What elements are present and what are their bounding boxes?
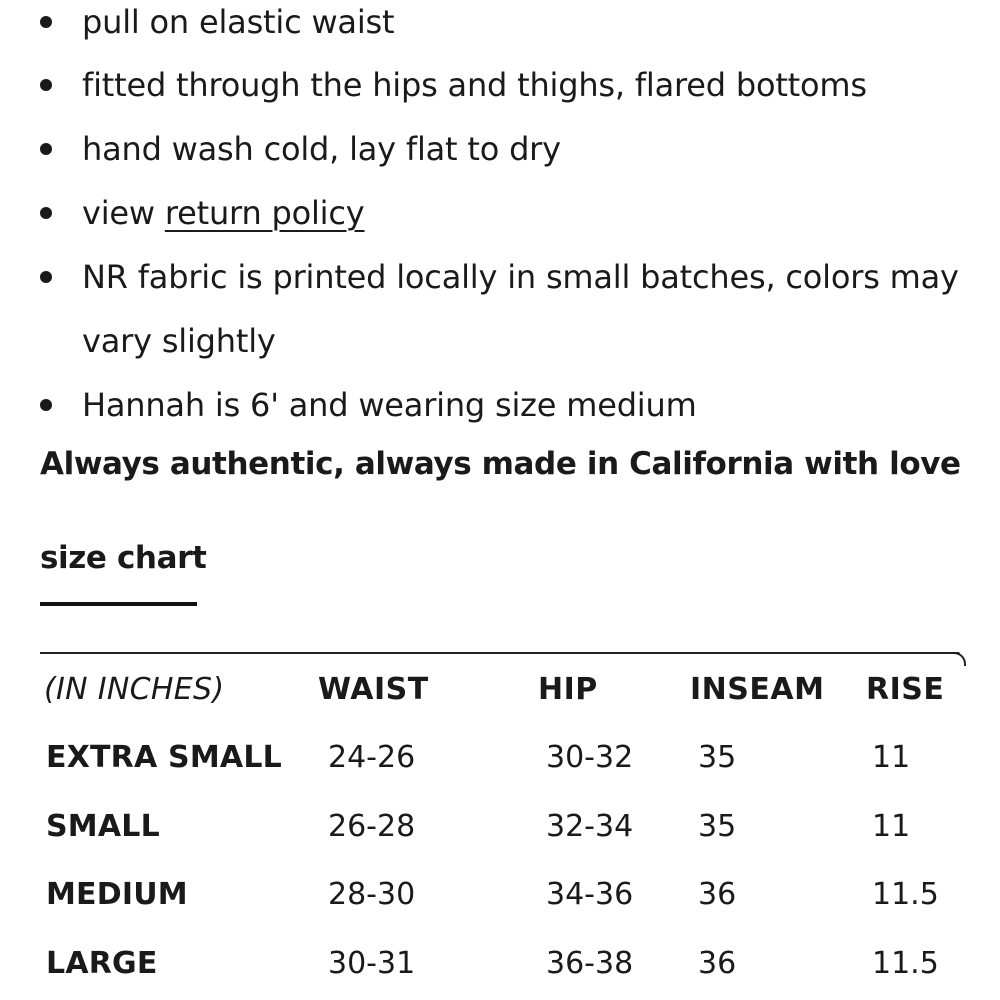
inseam-cell: 35 [698, 740, 737, 775]
rise-cell: 11.5 [872, 877, 939, 912]
list-item-text: vary slightly [82, 322, 276, 360]
hip-cell: 32-34 [546, 809, 634, 844]
waist-cell: 30-31 [328, 946, 416, 981]
inseam-cell: 36 [698, 946, 737, 981]
column-header-waist: WAIST [318, 672, 429, 707]
column-header-inseam: INSEAM [690, 672, 825, 707]
active-tab-indicator [40, 602, 197, 606]
table-corner [952, 652, 966, 666]
list-item-text: fitted through the hips and thighs, flared bottoms [82, 66, 867, 104]
rise-cell: 11 [872, 740, 911, 775]
table-top-border [40, 652, 960, 654]
row-size-label: SMALL [46, 809, 160, 844]
waist-cell: 24-26 [328, 740, 416, 775]
row-size-label: LARGE [46, 946, 158, 981]
column-header-hip: HIP [538, 672, 598, 707]
tab-size-chart[interactable]: size chart [40, 540, 207, 576]
list-item-prefix: view [82, 194, 165, 232]
waist-cell: 26-28 [328, 809, 416, 844]
rise-cell: 11 [872, 809, 911, 844]
hip-cell: 30-32 [546, 740, 634, 775]
list-item-text [82, 181, 992, 245]
row-size-label: EXTRA SMALL [46, 740, 282, 775]
list-item-text: NR fabric is printed locally in small batches, colors may [82, 258, 959, 296]
inseam-cell: 36 [698, 877, 737, 912]
rise-cell: 11.5 [872, 946, 939, 981]
column-header-rise: RISE [866, 672, 945, 707]
row-size-label: MEDIUM [46, 877, 188, 912]
list-item-text: Hannah is 6' and wearing size medium [82, 386, 697, 424]
bullet-icon [40, 207, 52, 219]
bullet-icon [40, 79, 52, 91]
hip-cell: 34-36 [546, 877, 634, 912]
waist-cell: 28-30 [328, 877, 416, 912]
brand-tagline: Always authentic, always made in California with love [40, 446, 961, 482]
bullet-icon [40, 399, 52, 411]
bullet-icon [40, 143, 52, 155]
return-policy-link[interactable]: return policy [164, 194, 365, 232]
hip-cell: 36-38 [546, 946, 634, 981]
inseam-cell: 35 [698, 809, 737, 844]
list-item-text: pull on elastic waist [82, 3, 395, 41]
list-item-text: hand wash cold, lay flat to dry [82, 130, 561, 168]
bullet-icon [40, 271, 52, 283]
column-header-units: (IN INCHES) [44, 672, 225, 707]
bullet-icon [40, 16, 52, 28]
